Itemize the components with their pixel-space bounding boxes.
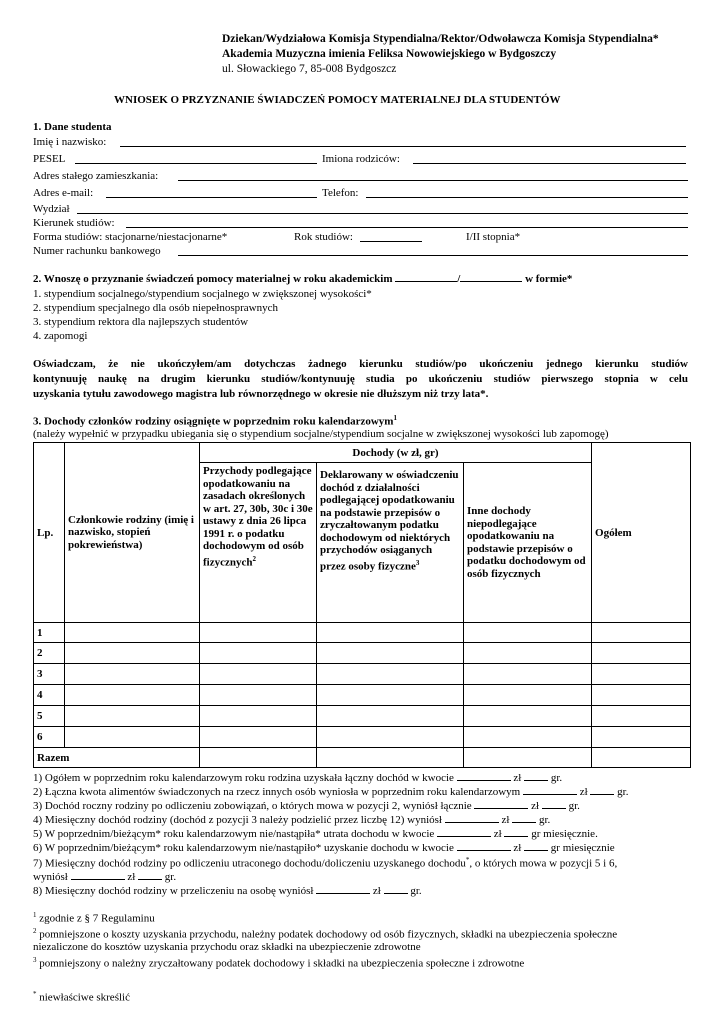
footnote-text: pomniejszone o koszty uzyskania przychodu, należny podatek dochodowy od osób fizycznych, składki na ubezpieczenia społeczne xyxy=(39,928,618,941)
header-taxable-income xyxy=(200,463,317,623)
amount-gr-field[interactable] xyxy=(542,799,566,809)
amount-zl-field[interactable] xyxy=(457,771,511,781)
header-other-income: Inne dochody niepodlegające opodatkowaniu na podstawie przepisów o podatku dochodowym od osób fizycznych xyxy=(464,463,592,623)
total-cell[interactable] xyxy=(592,643,691,664)
address-label: Adres stałego zamieszkania: xyxy=(33,170,159,182)
name-field[interactable] xyxy=(120,146,686,147)
summary-line-7 xyxy=(33,856,617,870)
other-income-cell[interactable] xyxy=(464,643,592,664)
other-income-cell[interactable] xyxy=(464,685,592,706)
course-label: Kierunek studiów: xyxy=(33,217,115,229)
phone-label: Telefon: xyxy=(322,187,359,199)
parents-field[interactable] xyxy=(413,163,686,164)
zl-label: zł xyxy=(127,871,136,883)
declared-income-total-cell[interactable] xyxy=(317,748,464,768)
academy-name: Akademia Muzyczna imienia Feliksa Nowowiejskiego w Bydgoszczy xyxy=(222,48,557,60)
footnote-1 xyxy=(33,911,155,925)
bank-account-label: Numer rachunku bankowego xyxy=(33,245,161,257)
section-2-form-label: w formie* xyxy=(525,273,573,285)
taxable-income-cell[interactable] xyxy=(200,643,317,664)
taxable-income-total-cell[interactable] xyxy=(200,748,317,768)
academy-address: ul. Słowackiego 7, 85-008 Bydgoszcz xyxy=(222,63,397,75)
summary-line xyxy=(33,771,562,784)
table-row xyxy=(34,643,691,664)
amount-zl-field[interactable] xyxy=(445,813,499,823)
section-3-note: (należy wypełnić w przypadku ubiegania się o stypendium socjalne/stypendium socjalne w zwiększonej wysokości lub zapomogę) xyxy=(33,428,609,440)
summary-text: 4) Miesięczny dochód rodziny (dochód z pozycji 3 należy podzielić przez liczbę 12) wyniósł xyxy=(33,814,442,826)
gr-label: gr. xyxy=(538,814,551,826)
footnote-2 xyxy=(33,927,617,941)
academic-year-end-field[interactable] xyxy=(460,272,522,282)
amount-gr-field[interactable] xyxy=(384,884,408,894)
header-lp: Lp. xyxy=(34,443,65,623)
amount-zl-field[interactable] xyxy=(71,870,125,880)
summary-line xyxy=(33,841,615,854)
taxable-income-cell[interactable] xyxy=(200,706,317,727)
header-declared-income-text: Deklarowany w oświadczeniu dochód z działalności podlegającej opodatkowaniu na podstawie przepisów o zryczałtowanym podatku dochodowym od niektórych przychodów osiąganych przez osoby fizyczne xyxy=(320,469,459,573)
zl-label: zł xyxy=(372,885,381,897)
footnote-ref: 1 xyxy=(393,414,397,422)
page-title: WNIOSEK O PRZYZNANIE ŚWIADCZEŃ POMOCY MATERIALNEJ DLA STUDENTÓW xyxy=(114,94,561,106)
footnote-marker: 1 xyxy=(33,911,37,919)
row-number: 3 xyxy=(34,664,65,685)
amount-gr-field[interactable] xyxy=(590,785,614,795)
declared-income-cell[interactable] xyxy=(317,623,464,643)
benefit-item: 1. stypendium socjalnego/stypendium socjalnego w zwiększonej wysokości* xyxy=(33,288,372,300)
header-taxable-income-text: Przychody podlegające opodatkowaniu na zasadach określonych w art. 27, 30b, 30c i 30e ustawy z dnia 26 lipca 1991 r. o podatku dochodowym od osób fizycznych xyxy=(203,465,313,569)
family-member-cell[interactable] xyxy=(65,685,200,706)
row-number: 1 xyxy=(34,623,65,643)
footnote-ref: * xyxy=(465,856,470,864)
summary-text: 8) Miesięczny dochód rodziny w przeliczeniu na osobę wyniósł xyxy=(33,885,314,897)
other-income-cell[interactable] xyxy=(464,727,592,748)
table-row xyxy=(34,623,691,643)
zl-label: zł xyxy=(531,800,540,812)
zl-label: zł xyxy=(493,828,502,840)
summary-text: wyniósł xyxy=(33,871,68,883)
summary-line xyxy=(33,827,598,840)
benefit-item: 3. stypendium rektora dla najlepszych studentów xyxy=(33,316,249,328)
degree-label: I/II stopnia* xyxy=(466,231,521,243)
gr-label: gr. xyxy=(550,772,563,784)
total-cell[interactable] xyxy=(592,664,691,685)
footnote-text: zgodnie z § 7 Regulaminu xyxy=(39,912,155,925)
summary-text: 7) Miesięczny dochód rodziny po odliczeniu utraconego dochodu/doliczeniu uzyskanego dochodu xyxy=(33,857,466,870)
amount-zl-field[interactable] xyxy=(316,884,370,894)
header-declared-income xyxy=(317,463,464,623)
family-member-cell[interactable] xyxy=(65,727,200,748)
row-number: 5 xyxy=(34,706,65,727)
total-cell[interactable] xyxy=(592,623,691,643)
gr-label: gr. xyxy=(164,871,177,883)
table-row xyxy=(34,685,691,706)
gr-label: gr. xyxy=(410,885,422,897)
study-year-label: Rok studiów: xyxy=(294,231,353,243)
header-total: Ogółem xyxy=(592,443,691,623)
benefit-item: 4. zapomogi xyxy=(33,330,88,342)
summary-line-7-cont xyxy=(33,870,176,883)
other-income-cell[interactable] xyxy=(464,623,592,643)
amount-gr-field[interactable] xyxy=(524,771,548,781)
phone-field[interactable] xyxy=(366,197,688,198)
amount-zl-field[interactable] xyxy=(437,827,491,837)
other-income-total-cell[interactable] xyxy=(464,748,592,768)
summary-line xyxy=(33,884,422,897)
amount-gr-field[interactable] xyxy=(512,813,536,823)
email-field[interactable] xyxy=(106,197,317,198)
family-member-cell[interactable] xyxy=(65,664,200,685)
grand-total-cell[interactable] xyxy=(592,748,691,768)
section-1-heading: 1. Dane studenta xyxy=(33,121,112,133)
gr-label: gr miesięcznie xyxy=(550,842,615,854)
row-number: 4 xyxy=(34,685,65,706)
amount-zl-field[interactable] xyxy=(457,841,511,851)
addressee-line: Dziekan/Wydziałowa Komisja Stypendialna/Rektor/Odwoławcza Komisja Stypendialna* xyxy=(222,33,659,45)
footnote-text: pomniejszony o należny zryczałtowany podatek dochodowy i składki na ubezpieczenia społeczne i zdrowotne xyxy=(39,957,525,970)
zl-label: zł xyxy=(513,772,522,784)
footnote-marker: 3 xyxy=(33,956,37,964)
footnote-marker: 2 xyxy=(33,927,37,935)
amount-zl-field[interactable] xyxy=(523,785,577,795)
footnote-ref: 3 xyxy=(415,558,420,567)
email-label: Adres e-mail: xyxy=(33,187,94,199)
total-cell[interactable] xyxy=(592,727,691,748)
taxable-income-cell[interactable] xyxy=(200,664,317,685)
other-income-cell[interactable] xyxy=(464,706,592,727)
total-cell[interactable] xyxy=(592,706,691,727)
declared-income-cell[interactable] xyxy=(317,727,464,748)
academic-year-separator: / xyxy=(457,273,461,285)
family-member-cell[interactable] xyxy=(65,643,200,664)
other-income-cell[interactable] xyxy=(464,664,592,685)
amount-gr-field[interactable] xyxy=(138,870,162,880)
taxable-income-cell[interactable] xyxy=(200,623,317,643)
footnote-3 xyxy=(33,956,524,970)
faculty-field[interactable] xyxy=(77,213,688,214)
pesel-label: PESEL xyxy=(33,153,66,165)
declaration-line: uzyskania tytułu zawodowego magistra lub równorzędnego w okresie nie dłuższym niż trzy lata*. xyxy=(33,388,489,400)
section-2-heading xyxy=(33,272,572,285)
address-field[interactable] xyxy=(178,180,688,181)
header-income-group: Dochody (w zł, gr) xyxy=(200,443,592,463)
amount-zl-field[interactable] xyxy=(474,799,528,809)
income-table xyxy=(33,442,691,768)
table-row xyxy=(34,727,691,748)
course-field[interactable] xyxy=(126,227,688,228)
total-cell[interactable] xyxy=(592,685,691,706)
row-number: 6 xyxy=(34,727,65,748)
gr-label: gr miesięcznie. xyxy=(531,828,598,840)
footnote-ref: 2 xyxy=(252,554,256,563)
table-row xyxy=(34,706,691,727)
header-family-members: Członkowie rodziny (imię i nazwisko, stopień pokrewieństwa) xyxy=(65,443,200,623)
name-label: Imię i nazwisko: xyxy=(33,136,107,148)
declared-income-cell[interactable] xyxy=(317,685,464,706)
taxable-income-cell[interactable] xyxy=(200,685,317,706)
amount-gr-field[interactable] xyxy=(524,841,548,851)
benefit-item: 2. stypendium specjalnego dla osób niepełnosprawnych xyxy=(33,302,279,314)
academic-year-start-field[interactable] xyxy=(395,272,457,282)
summary-text: , o których mowa w pozycji 5 i 6, xyxy=(469,857,618,870)
summary-text: 3) Dochód roczny rodziny po odliczeniu zobowiązań, o których mowa w pozycji 2, wyniósł łącznie xyxy=(33,800,472,812)
declared-income-cell[interactable] xyxy=(317,643,464,664)
parents-label: Imiona rodziców: xyxy=(322,153,400,165)
section-3-heading xyxy=(33,414,397,428)
table-row xyxy=(34,664,691,685)
total-row xyxy=(34,748,691,768)
faculty-label: Wydział xyxy=(33,203,70,215)
summary-line xyxy=(33,785,628,798)
amount-gr-field[interactable] xyxy=(504,827,528,837)
zl-label: zł xyxy=(579,786,588,798)
declared-income-cell[interactable] xyxy=(317,664,464,685)
pesel-field[interactable] xyxy=(75,163,317,164)
bank-account-field[interactable] xyxy=(178,255,688,256)
summary-text: 5) W poprzednim/bieżącym* roku kalendarzowym nie/nastąpiła* utrata dochodu w kwocie xyxy=(33,828,435,840)
summary-text: 2) Łączna kwota alimentów świadczonych na rzecz innych osób wyniosła w poprzednim roku kalendarzowym xyxy=(33,786,521,798)
summary-line xyxy=(33,813,550,826)
declared-income-cell[interactable] xyxy=(317,706,464,727)
family-member-cell[interactable] xyxy=(65,706,200,727)
gr-label: gr. xyxy=(568,800,580,812)
summary-text: 6) W poprzednim/bieżącym* roku kalendarzowym nie/nastąpiło* uzyskanie dochodu w kwocie xyxy=(33,842,454,854)
gr-label: gr. xyxy=(617,786,629,798)
footnote-2-cont: niezaliczone do kosztów uzyskania przychodu oraz składki na ubezpieczenie zdrowotne xyxy=(33,941,421,953)
footnote-marker: * xyxy=(33,990,37,998)
summary-text: 1) Ogółem w poprzednim roku kalendarzowym roku rodzina uzyskała łączny dochód w kwocie xyxy=(33,772,454,784)
declaration-line: kontynuuję naukę na drugim kierunku studiów/kontynuuję studia po ukończeniu studiów pierwszego stopnia w celu xyxy=(33,373,688,385)
section-3-heading-text: 3. Dochody członków rodziny osiągnięte w poprzednim roku kalendarzowym xyxy=(33,415,394,428)
family-member-cell[interactable] xyxy=(65,623,200,643)
footnote-text: niewłaściwe skreślić xyxy=(39,991,130,1004)
declaration-line: Oświadczam, że nie ukończyłem/am dotychczas żadnego kierunku studiów/po ukończeniu jednego kierunku studiów xyxy=(33,358,688,370)
summary-line xyxy=(33,799,580,812)
study-year-field[interactable] xyxy=(360,241,422,242)
footnote-star xyxy=(33,990,130,1004)
zl-label: zł xyxy=(513,842,522,854)
zl-label: zł xyxy=(501,814,510,826)
taxable-income-cell[interactable] xyxy=(200,727,317,748)
section-2-heading-text: 2. Wnoszę o przyznanie świadczeń pomocy materialnej w roku akademickim xyxy=(33,273,393,285)
total-row-label: Razem xyxy=(34,748,200,768)
study-form-label: Forma studiów: stacjonarne/niestacjonarne* xyxy=(33,231,228,243)
row-number: 2 xyxy=(34,643,65,664)
